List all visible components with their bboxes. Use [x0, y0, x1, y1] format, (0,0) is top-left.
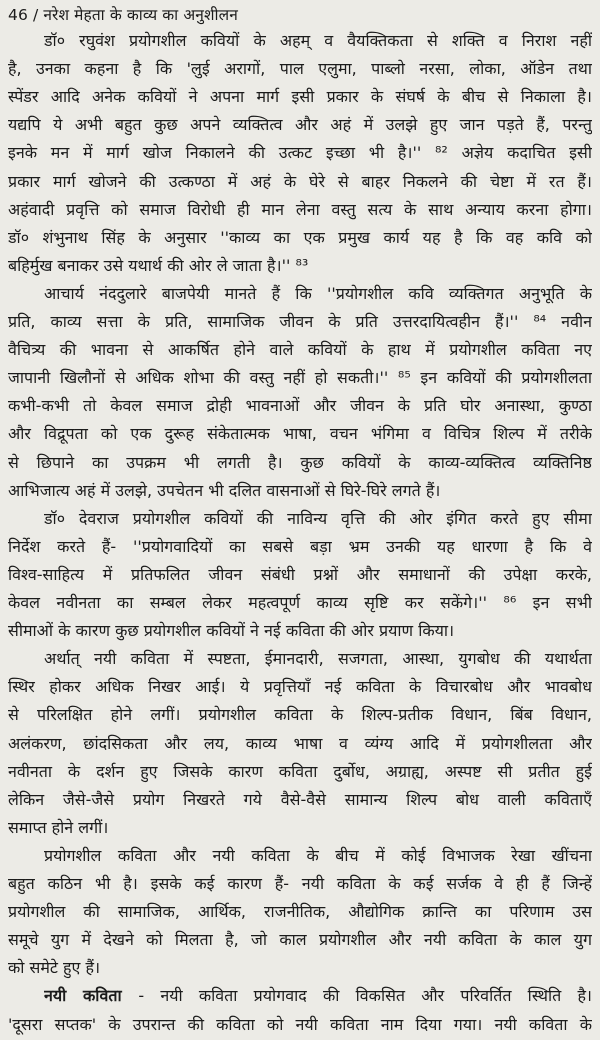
text-line [8, 925, 592, 955]
text-line [8, 223, 592, 253]
text-line [8, 195, 592, 225]
text-line-content: बहुत कठिन भी है। इसके कई कारण हैं- नयी कविता के कई सर्जक वे ही हैं जिन्हें [8, 874, 592, 893]
text-line-content: नवीनता के दर्शन हुए जिसके कारण कविता दुर्बोध, अग्राह्य, अस्पष्ट सी प्रतीत हुई [8, 761, 592, 781]
text-line-content: आचार्य नंददुलारे बाजपेयी मानते हैं कि ''प्रयोगशील कवि व्यक्तिगत अनुभूति के [44, 283, 592, 303]
text-line [44, 26, 592, 56]
text-line [8, 560, 592, 590]
text-line-content: - नयी कविता प्रयोगवाद की विकसित और परिवर्तित स्थिति है। [138, 986, 592, 1006]
section-heading: नयी कविता [44, 986, 139, 1006]
text-line-content: से परिलक्षित होने लगीं। प्रयोगशील कविता के शिल्प-प्रतीक विधान, बिंब विधान, [8, 705, 592, 725]
text-line [8, 476, 592, 506]
text-line-content: निर्देश करते हैं- ''प्रयोगवादियों का सबसे बड़ा भ्रम उनकी यह धारणा है कि वे [8, 536, 592, 556]
text-line-content: डॉ० रघुवंश प्रयोगशील कवियों के अहम् व वैयक्तिकता से शक्ति व निराश नहीं [44, 31, 592, 50]
text-line [8, 1010, 592, 1040]
text-line [8, 588, 592, 618]
text-line-content: है, उनका कहना है कि 'लुई अरागों, पाल एलुमा, पाब्लो नरसा, लोका, ऑडेन तथा [8, 59, 592, 79]
text-line-content: सीमाओं के कारण कुछ प्रयोगशील कवियों ने नई कविता की ओर प्रयाण किया। [8, 621, 455, 641]
text-line-content: जापानी खिलौनों से अधिक शोभा की वस्तु नहीं हो सकती।'' ⁸⁵ इन कवियों की प्रयोगशीलता [8, 368, 592, 388]
text-line [8, 953, 592, 983]
text-line [8, 785, 592, 815]
text-line-content: प्रयोगशील कविता और नयी कविता के बीच में कोई विभाजक रेखा खींचना [44, 845, 592, 865]
text-line [8, 167, 592, 197]
text-line [8, 897, 592, 927]
text-line-content: इनके मन में मार्ग खोज निकालने की उत्कट इच्छा भी है।'' ⁸² अज्ञेय कदाचित इसी [8, 143, 592, 163]
text-line-content: यद्यपि ये अभी बहुत कुछ अपने व्यक्तित्व और अहं में उलझे हुए जान पड़ते हैं, परन्तु [8, 115, 592, 135]
text-line [8, 110, 592, 140]
text-line-content: अलंकरण, छांदसिकता और लय, काव्य भाषा व व्यंग्य आदि में प्रयोगशीलता और [8, 733, 592, 753]
text-line [8, 363, 592, 393]
text-line [8, 138, 592, 168]
text-line-content: अहंवादी प्रवृत्ति को समाज विरोधी ही मान लेना वस्तु सत्य के साथ अन्याय करना होगा। [8, 199, 592, 219]
text-line [8, 700, 592, 730]
text-line-content: प्रयोगशील की सामाजिक, आर्थिक, राजनीतिक, औद्योगिक क्रान्ति का परिणाम उस [8, 902, 592, 922]
text-line-content: स्पेंडर आदि अनेक कवियों ने अपना मार्ग इसी प्रकार के संघर्ष के बीच से निकाला है। [8, 87, 592, 107]
text-line [8, 869, 592, 899]
text-line-content: से छिपाने का उपक्रम भी लगती है। कुछ कवियों के काव्य-व्यक्तित्व व्यक्तिनिष्ठ [8, 452, 592, 472]
text-line [8, 729, 592, 759]
text-line [8, 616, 592, 646]
text-line-content: डॉ० शंभुनाथ सिंह के अनुसार ''काव्य का एक प्रमुख कार्य यह है कि वह कवि को [8, 227, 592, 247]
text-line [44, 279, 592, 309]
text-line [8, 307, 592, 337]
text-line-content: बहिर्मुख बनाकर उसे यथार्थ की ओर ले जाता है।'' ⁸³ [8, 255, 309, 275]
text-line [8, 532, 592, 562]
text-line [8, 757, 592, 787]
text-line [44, 981, 592, 1011]
text-line-content: डॉ० देवराज प्रयोगशील कवियों की नाविन्य वृत्ति की ओर इंगित करते हुए सीमा [44, 508, 592, 528]
text-line [8, 82, 592, 112]
text-line-content: लेकिन जैसे-जैसे प्रयोग निखरते गये वैसे-वैसे सामान्य शिल्प बोध वाली कविताएँ [8, 789, 592, 809]
text-line-content: समाप्त होने लगीं। [8, 817, 109, 837]
text-line [8, 251, 592, 281]
text-line [44, 504, 592, 534]
text-line-content: विश्व-साहित्य में प्रतिफलित जीवन संबंधी प्रश्नों और समाधानों की उपेक्षा करके, [8, 564, 592, 584]
text-line-content: समूचे युग में देखने को मिलता है, जो काल प्रयोगशील और नयी कविता के काल युग [8, 930, 592, 950]
text-line-content: केवल नवीनता का सम्बल लेकर महत्वपूर्ण काव्य सृष्टि कर सकेंगे।'' ⁸⁶ इन सभी [8, 593, 592, 612]
text-line-content: कभी-कभी तो केवल समाज द्रोही भावनाओं और जीवन के प्रति घोर अनास्था, कुण्ठा [8, 396, 592, 416]
text-line-content: वैचित्र्य की भावना से आकर्षित होने वाले कवियों के हाथ में प्रयोगशील कविता नए [8, 340, 592, 360]
text-line-content: को समेटे हुए हैं। [8, 958, 101, 978]
text-line [8, 335, 592, 365]
text-line-content: अर्थात् नयी कविता में स्पष्टता, ईमानदारी, सजगता, आस्था, युगबोध की यथार्थता [44, 649, 592, 669]
text-line [8, 54, 592, 84]
text-line [44, 841, 592, 871]
page-number: 46 [8, 6, 28, 24]
text-line [8, 391, 592, 421]
header-separator: / [32, 6, 39, 24]
book-title: नरेश मेहता के काव्य का अनुशीलन [43, 6, 238, 24]
text-line [8, 813, 592, 843]
text-line-content: 'दूसरा सप्तक' के उपरान्त की कविता को नयी कविता नाम दिया गया। नयी कविता के [8, 1014, 592, 1034]
text-line [8, 419, 592, 449]
text-line-content: प्रति, काव्य सत्ता के प्रति, सामाजिक जीवन के प्रति उत्तरदायित्वहीन हैं।'' ⁸⁴ नवीन [8, 312, 592, 331]
text-line [44, 644, 592, 674]
text-line-content: और विद्रूपता को एक दुरूह संकेतात्मक भाषा, वचन भंगिमा व विचित्र शिल्प में तरीके [8, 424, 592, 444]
text-line-content: आभिजात्य अहं में उलझे, उपचेतन भी दलित वासनाओं से घिरे-घिरे लगते हैं। [8, 480, 441, 500]
text-line-content: प्रकार मार्ग खोजने की उत्कण्ठा में अहं के घेरे से बाहर निकलने की चेष्टा में रत हैं। [8, 171, 592, 191]
running-header [8, 4, 238, 26]
text-line-content: स्थिर होकर अधिक निखर आई। ये प्रवृत्तियाँ नई कविता के विचारबोध और भावबोध [8, 677, 592, 697]
text-line [8, 672, 592, 702]
text-line [8, 448, 592, 478]
